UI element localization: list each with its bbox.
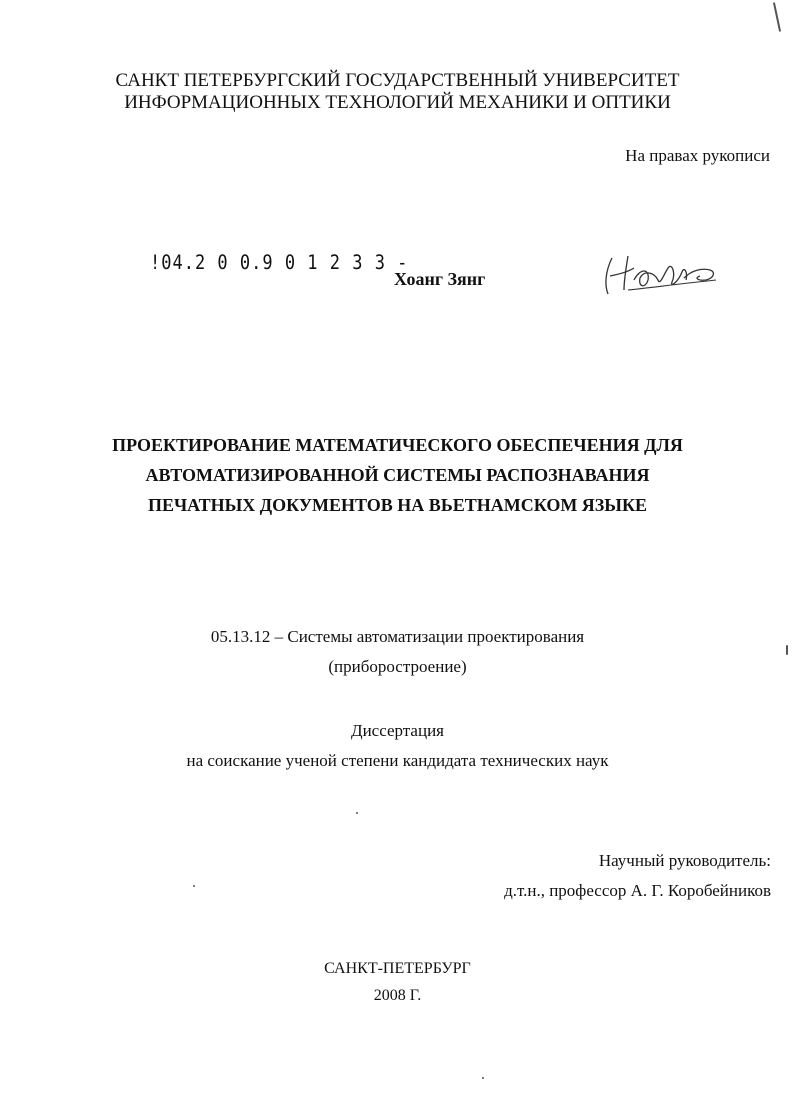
university-header xyxy=(0,70,795,114)
author-name: Хоанг Зянг xyxy=(394,269,486,289)
advisor-label: Научный руководитель: xyxy=(598,851,771,870)
title-line-1: ПРОЕКТИРОВАНИЕ МАТЕМАТИЧЕСКОГО ОБЕСПЕЧЕНИЯ ДЛЯ xyxy=(112,435,683,455)
specialty-code: 05.13.12 – Системы автоматизации проектирования xyxy=(210,627,585,646)
scan-dot xyxy=(482,1077,484,1079)
degree-description: на соискание ученой степени кандидата технических наук xyxy=(186,751,609,770)
university-line-2: ИНФОРМАЦИОННЫХ ТЕХНОЛОГИЙ МЕХАНИКИ И ОПТИКИ xyxy=(124,92,671,113)
dissertation-type xyxy=(0,716,795,776)
scan-mark xyxy=(786,645,788,655)
scan-dot xyxy=(356,812,358,814)
title-line-2: АВТОМАТИЗИРОВАННОЙ СИСТЕМЫ РАСПОЗНАВАНИЯ xyxy=(145,465,650,485)
manuscript-note: На правах рукописи xyxy=(625,146,770,165)
city: САНКТ-ПЕТЕРБУРГ xyxy=(324,960,471,977)
specialty-block xyxy=(0,622,795,682)
footer xyxy=(0,955,795,1009)
dissertation-label: Диссертация xyxy=(350,721,444,740)
advisor-block xyxy=(504,846,771,906)
handwritten-signature xyxy=(598,250,728,300)
advisor-name: д.т.н., профессор А. Г. Коробейников xyxy=(504,881,771,900)
title-line-3: ПЕЧАТНЫХ ДОКУМЕНТОВ НА ВЬЕТНАМСКОМ ЯЗЫКЕ xyxy=(147,495,648,515)
registration-number-stamp: !04.2 0 0.9 0 1 2 3 3 - xyxy=(150,251,409,275)
specialty-field: (приборостроение) xyxy=(328,657,467,676)
university-line-1: САНКТ ПЕТЕРБУРГСКИЙ ГОСУДАРСТВЕННЫЙ УНИВЕРСИТЕТ xyxy=(115,70,680,91)
scan-dot xyxy=(193,885,195,887)
year: 2008 Г. xyxy=(373,987,422,1004)
scan-mark xyxy=(773,2,781,32)
dissertation-title xyxy=(0,430,795,520)
